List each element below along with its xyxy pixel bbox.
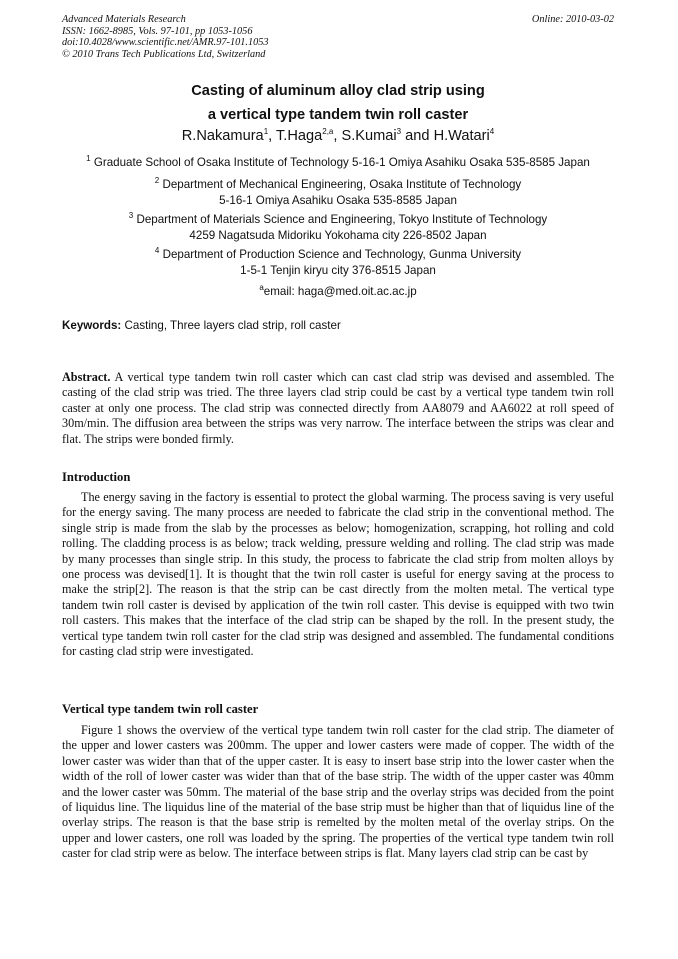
affiliation-address: 1-5-1 Tenjin kiryu city 376-8515 Japan — [240, 263, 436, 277]
affiliation-line: Graduate School of Osaka Institute of Technology 5-16-1 Omiya Asahiku Osaka 535-8585 Japan — [93, 156, 590, 169]
paper-title-line-2: a vertical type tandem twin roll caster — [207, 107, 469, 123]
affiliation-line: Department of Materials Science and Engineering, Tokyo Institute of Technology — [136, 213, 548, 226]
affiliation-2 — [62, 177, 614, 208]
abstract-label: Abstract. — [62, 370, 111, 384]
author-name: R.Nakamura — [181, 128, 264, 144]
affiliation-4 — [62, 247, 614, 278]
affiliation-mark: 4 — [154, 246, 160, 256]
journal-name: Advanced Materials Research — [62, 14, 186, 25]
author-affiliation-mark: 1 — [263, 127, 269, 137]
keywords-label: Keywords: — [62, 319, 122, 332]
caster-paragraph: Figure 1 shows the overview of the vertical type tandem twin roll caster for the clad strip. The diameter of the upper and lower casters was 200mm. The upper and lower casters were made of copper. The width of the lower caster was wider than that of the upper caster. It is easy to insert base strip into the lower caster when the width of the roll of lower caster was wider than that of the base strip. The width of the upper caster was 40mm and the lower caster was 50mm. The material of the base strip and the overlay strips was decided from the point of liquidus line. The liquidus line of the material of the base strip must be higher than that of liquidus line of the overlay strips. The reason is that the base strip is remelted by the molten metal of the overlay strips. On the upper and lower casters, one roll was loaded by the spring. The properties of the vertical type tandem twin roll caster for clad strip were as below. The interface between strips is flat. Many layers clad strip can be cast by — [62, 723, 614, 861]
affiliation-mark: 3 — [128, 211, 134, 221]
affiliation-address: 4259 Nagatsuda Midoriku Yokohama city 226-8502 Japan — [189, 228, 487, 242]
author-separator: , — [268, 128, 276, 144]
email-mark: a — [259, 283, 264, 293]
abstract — [62, 370, 614, 447]
corresponding-email — [62, 284, 614, 300]
affiliation-mark: 2 — [154, 176, 160, 186]
online-date: Online: 2010-03-02 — [531, 14, 614, 25]
journal-header — [62, 14, 614, 60]
issn-line: ISSN: 1662-8985, Vols. 97-101, pp 1053-1056 — [62, 25, 253, 37]
keywords-text: Casting, Three layers clad strip, roll caster — [124, 319, 341, 332]
abstract-text: A vertical type tandem twin roll caster which can cast clad strip was devised and assembled. The casting of the clad strip was tried. The three layers clad strip could be cast by a vertical type tandem twin roll caster at only one process. The clad strip was connected directly from AA8079 and AA6022 at roll speed of 30m/min. The diffusion area between the strips was very narrow. The interface between the strips was clear and flat. The strips were bonded firmly. — [62, 370, 614, 446]
affiliation-mark: 1 — [86, 154, 91, 164]
author-name: S.Kumai — [341, 128, 397, 144]
section-heading-caster: Vertical type tandem twin roll caster — [62, 702, 259, 716]
affiliation-1 — [62, 155, 614, 171]
paper-title-line-1: Casting of aluminum alloy clad strip using — [191, 83, 485, 99]
email-text: email: haga@med.oit.ac.ac.jp — [263, 285, 417, 298]
keywords — [62, 319, 614, 332]
author-affiliation-mark: 4 — [489, 127, 495, 137]
author-list — [62, 128, 614, 144]
affiliation-line: Department of Mechanical Engineering, Osaka Institute of Technology — [162, 178, 522, 191]
author-separator: , — [333, 128, 342, 144]
author-name: T.Haga — [276, 128, 323, 144]
affiliation-3 — [62, 212, 614, 243]
doi-line: doi:10.4028/www.scientific.net/AMR.97-101.1053 — [62, 37, 269, 49]
author-name: H.Watari — [433, 128, 490, 144]
author-separator: and — [401, 128, 434, 144]
affiliation-address: 5-16-1 Omiya Asahiku Osaka 535-8585 Japan — [219, 193, 457, 207]
affiliation-line: Department of Production Science and Technology, Gunma University — [162, 248, 522, 261]
author-affiliation-mark: 2,a — [322, 127, 334, 137]
author-affiliation-mark: 3 — [396, 127, 402, 137]
introduction-paragraph: The energy saving in the factory is essential to protect the global warming. The process saving is very useful for the energy saving. The many process are needed to fabricate the clad strip in the conventional method. The single strip is made from the slab by the processes as below; homogenization, scrapping, hot rolling and cold rolling. The cladding process is as below; track welding, pressure welding and rolling. The clad strip was made by many processes than single strip. In this study, the process to fabricate the clad strip from molten alloys by one process was devised[1]. It is thought that the twin roll caster is useful for energy saving at the process to make the strip[2]. The reason is that the strip can be cast directly from the molten metal. The vertical type tandem twin roll caster is devised by application of the twin roll caster. This devise is equipped with two twin roll casters. This makes that the interface of the clad strip can be shaped by the roll. In the present study, the vertical type tandem twin roll caster for the clad strip was designed and assembled. The fundamental conditions for casting clad strip were investigated. — [62, 490, 614, 659]
section-heading-introduction: Introduction — [62, 470, 131, 484]
copyright-line: © 2010 Trans Tech Publications Ltd, Switzerland — [62, 48, 266, 60]
